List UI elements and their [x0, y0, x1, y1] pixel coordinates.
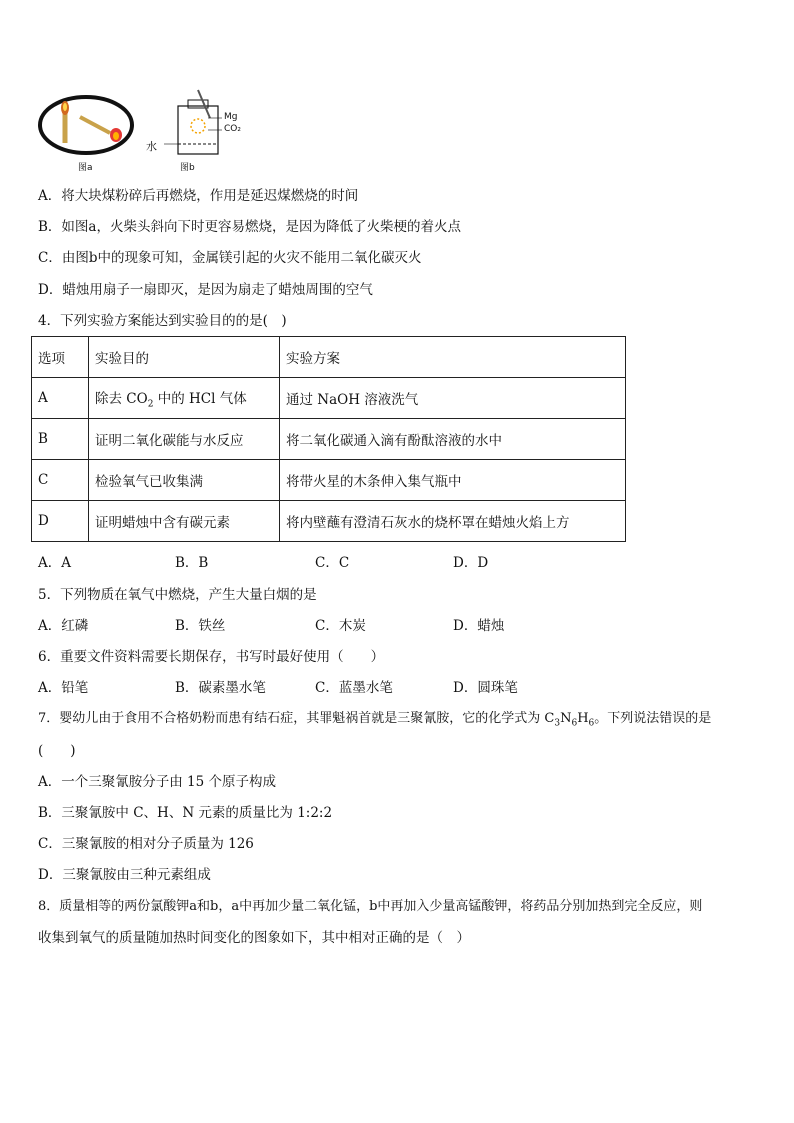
q7-stem: 7．婴幼儿由于食用不合格奶粉而患有结石症，其罪魁祸首就是三聚氰胺，它的化学式为 $C_3N_6H_6$。下列说法错误的是 — [38, 711, 712, 729]
q3-option-b: B．如图a，火柴头斜向下时更容易燃烧，是因为降低了火柴梗的着火点 — [38, 219, 461, 235]
q4-options — [38, 554, 488, 572]
q4-stem: 4．下列实验方案能达到实验目的的是( ) — [38, 313, 287, 329]
table-cell-option: D — [32, 501, 89, 542]
table-cell-purpose: 证明二氧化碳能与水反应 — [89, 419, 280, 460]
q5-option-b: B．铁丝 — [175, 618, 226, 634]
q7-option-b: B．三聚氰胺中 C、H、N 元素的质量比为 1:2:2 — [38, 805, 333, 821]
table-row — [32, 460, 626, 501]
figure-a-match-illustration — [38, 93, 138, 163]
figure-b-label-mg: Mg — [224, 112, 238, 122]
q8-stem-line2: 收集到氧气的质量随加热时间变化的图象如下，其中相对正确的是（ ） — [38, 930, 470, 946]
q5-option-d: D．蜡烛 — [453, 618, 505, 634]
figure-b-label-water: 水 — [146, 140, 157, 153]
q8-stem-line1: 8．质量相等的两份氯酸钾a和b，a中再加少量二氧化锰，b中再加入少量高锰酸钾，将药品分别加热到完全反应，则 — [38, 899, 703, 914]
q4-option-c: C．C — [315, 555, 350, 571]
figure-b-label-co2: CO₂ — [224, 124, 241, 134]
q3-option-d: D．蜡烛用扇子一扇即灭，是因为扇走了蜡烛周围的空气 — [38, 282, 373, 298]
table-cell-option: B — [32, 419, 89, 460]
q7-stem-line2: ( ) — [38, 743, 76, 759]
table-cell-option: C — [32, 460, 89, 501]
q4-option-b: B．B — [175, 555, 209, 571]
table-row — [32, 419, 626, 460]
table-header-cell: 实验方案 — [280, 337, 626, 378]
table-cell-plan: 将二氧化碳通入滴有酚酞溶液的水中 — [280, 419, 626, 460]
table-cell-purpose: 除去 $CO_2$ 中的 HCl 气体 — [89, 378, 280, 419]
q5-options — [38, 617, 504, 635]
q4-option-d: D．D — [453, 555, 489, 571]
figure-a-caption: 图a — [78, 163, 93, 173]
table-row — [32, 378, 626, 419]
q3-option-c: C．由图b中的现象可知，金属镁引起的火灾不能用二氧化碳灭火 — [38, 250, 422, 266]
q7-option-a: A．一个三聚氰胺分子由 15 个原子构成 — [38, 774, 277, 790]
q7-option-c: C．三聚氰胺的相对分子质量为 126 — [38, 836, 254, 852]
table-header-cell: 选项 — [32, 337, 89, 378]
table-header-cell: 实验目的 — [89, 337, 280, 378]
table-cell-purpose: 证明蜡烛中含有碳元素 — [89, 501, 280, 542]
q7-option-d: D．三聚氰胺由三种元素组成 — [38, 867, 211, 883]
q6-option-d: D．圆珠笔 — [453, 680, 518, 696]
q6-option-b: B．碳素墨水笔 — [175, 680, 266, 696]
q6-stem: 6．重要文件资料需要长期保存，书写时最好使用（ ） — [38, 649, 385, 665]
table-row — [32, 501, 626, 542]
q4-table — [31, 336, 626, 542]
table-cell-plan: 将带火星的木条伸入集气瓶中 — [280, 460, 626, 501]
q6-option-a: A．铅笔 — [38, 680, 89, 696]
figure-b-caption: 图b — [180, 163, 195, 173]
q5-stem: 5．下列物质在氧气中燃烧，产生大量白烟的是 — [38, 587, 317, 603]
q5-option-a: A．红磷 — [38, 618, 89, 634]
table-header-row — [32, 337, 626, 378]
table-cell-option: A — [32, 378, 89, 419]
q5-option-c: C．木炭 — [315, 618, 366, 634]
table-cell-plan: 通过 NaOH 溶液洗气 — [280, 378, 626, 419]
q6-options — [38, 679, 518, 697]
table-cell-purpose: 检验氧气已收集满 — [89, 460, 280, 501]
table-cell-plan: 将内壁蘸有澄清石灰水的烧杯罩在蜡烛火焰上方 — [280, 501, 626, 542]
figures — [38, 88, 258, 178]
q6-option-c: C．蓝墨水笔 — [315, 680, 393, 696]
q3-option-a: A．将大块煤粉碎后再燃烧，作用是延迟煤燃烧的时间 — [38, 188, 359, 204]
q4-option-a: A．A — [38, 555, 71, 571]
